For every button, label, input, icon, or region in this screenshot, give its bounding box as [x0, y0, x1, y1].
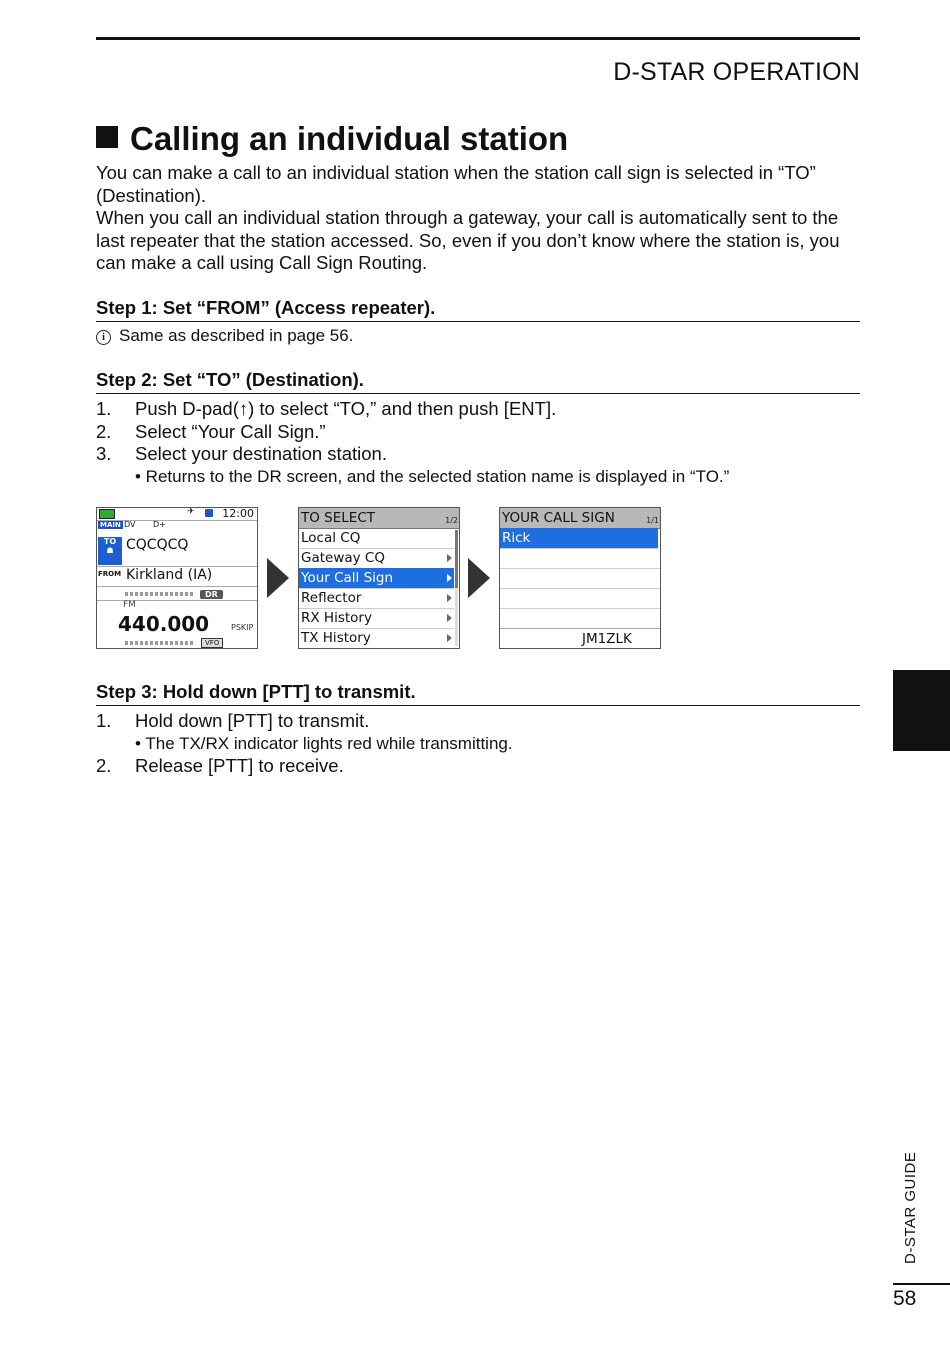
to-value: CQCQCQ [126, 537, 189, 553]
page-indicator: 1/2 [445, 516, 458, 525]
empty-row [500, 608, 660, 628]
menu-item-gateway-cq[interactable] [299, 548, 454, 569]
intro-text [96, 162, 861, 275]
scrollbar-thumb[interactable] [455, 530, 458, 588]
item-number: 1. [96, 398, 112, 419]
menu-item-label: Your Call Sign [301, 570, 394, 586]
empty-row [500, 588, 660, 609]
section-header: D-STAR OPERATION [613, 58, 860, 86]
menu-item-label: RX History [301, 610, 372, 626]
item-number: 2. [96, 420, 112, 442]
callsign-value: JM1ZLK [582, 631, 632, 647]
menu-item-label: Local CQ [301, 530, 361, 546]
your-call-sign-screen [499, 507, 661, 649]
dr-badge: DR [200, 590, 223, 599]
people-icon: ☗ [106, 546, 114, 555]
menu-item-label: Rick [502, 530, 531, 546]
item-number: 2. [96, 755, 112, 776]
screen-title-bar [299, 508, 459, 529]
sub-note-text: • The TX/RX indicator lights red while transmitting. [135, 733, 513, 753]
chevron-right-icon [447, 574, 452, 582]
square-bullet-icon [96, 126, 118, 148]
clock: 12:00 [222, 507, 254, 520]
item-text: Push D-pad(↑) to select “TO,” and then push [ENT]. [135, 398, 557, 419]
screen-title: YOUR CALL SIGN [502, 510, 615, 526]
from-row[interactable] [97, 566, 257, 587]
side-guide-label: D-STAR GUIDE [902, 1151, 919, 1264]
divider [97, 600, 257, 601]
page-title [96, 120, 568, 158]
item-number: 1. [96, 710, 112, 731]
from-value: Kirkland (IA) [126, 567, 213, 583]
step1-heading: Step 1: Set “FROM” (Access repeater). [96, 296, 860, 322]
dplus-label: D+ [153, 520, 166, 529]
arrow-right-icon [468, 558, 490, 598]
to-badge [98, 537, 122, 565]
chevron-right-icon [447, 594, 452, 602]
to-badge-label: TO [103, 537, 117, 546]
screen-title-bar [500, 508, 660, 529]
menu-item-rick[interactable] [500, 528, 658, 549]
battery-icon [99, 509, 115, 519]
chevron-right-icon [447, 554, 452, 562]
page-number-rule [893, 1283, 950, 1285]
dr-screen [96, 507, 258, 649]
item-number: 3. [96, 443, 112, 464]
callsign-bar [500, 628, 660, 649]
menu-item-your-call-sign[interactable] [299, 568, 454, 589]
item-text: Select “Your Call Sign.” [135, 420, 326, 442]
main-badge: MAIN [100, 521, 121, 529]
item-text: Release [PTT] to receive. [135, 755, 344, 776]
item-text: Hold down [PTT] to transmit. [135, 710, 370, 731]
step3-heading: Step 3: Hold down [PTT] to transmit. [96, 680, 860, 706]
to-row[interactable] [97, 534, 257, 567]
empty-row [500, 568, 660, 589]
item-text: Select your destination station. [135, 443, 387, 464]
menu-item-rx-history[interactable] [299, 608, 454, 629]
info-icon: i [96, 330, 111, 345]
gps-icon [205, 509, 213, 517]
vfo-badge: VFO [201, 638, 223, 648]
s-meter [125, 592, 195, 596]
menu-item-label: Gateway CQ [301, 550, 385, 566]
intro-paragraph-2: When you call an individual station through a gateway, your call is automatically sent to the last repeater that the station accessed. So, even if you don’t know where the station is, you can make a call using Call Sign Routing. [96, 207, 840, 273]
frequency-readout: 440.000 [118, 612, 210, 636]
chevron-right-icon [447, 634, 452, 642]
step1-note-text: Same as described in page 56. [119, 326, 354, 345]
screen-title: TO SELECT [301, 510, 375, 526]
mode-bar [97, 520, 257, 530]
step1-note [96, 325, 353, 347]
page-title-text: Calling an individual station [130, 120, 569, 157]
pskip-label: PSKIP [231, 623, 254, 632]
from-badge: FROM [98, 570, 122, 578]
menu-item-reflector[interactable] [299, 588, 454, 609]
menu-item-label: Reflector [301, 590, 362, 606]
arrow-right-icon [267, 558, 289, 598]
intro-paragraph-1: You can make a call to an individual station when the station call sign is selected in “TO” (Destination). [96, 162, 816, 206]
dv-label: DV [124, 520, 136, 529]
chapter-tab [893, 670, 950, 751]
page-number: 58 [893, 1287, 917, 1310]
page-indicator: 1/1 [646, 516, 659, 525]
chevron-right-icon [447, 614, 452, 622]
step2-heading: Step 2: Set “TO” (Destination). [96, 368, 860, 394]
menu-item-label: TX History [301, 630, 371, 646]
menu-item-local-cq[interactable] [299, 528, 454, 549]
satellite-icon: ✈ [187, 507, 195, 517]
menu-item-tx-history[interactable] [299, 628, 454, 648]
top-rule [96, 37, 860, 40]
to-select-screen [298, 507, 460, 649]
scrollbar[interactable] [455, 530, 458, 646]
s-meter-sub [125, 641, 195, 645]
sub-note-text: • Returns to the DR screen, and the selected station name is displayed in “TO.” [135, 466, 730, 486]
empty-row [500, 548, 660, 569]
fm-label: FM [123, 600, 136, 610]
